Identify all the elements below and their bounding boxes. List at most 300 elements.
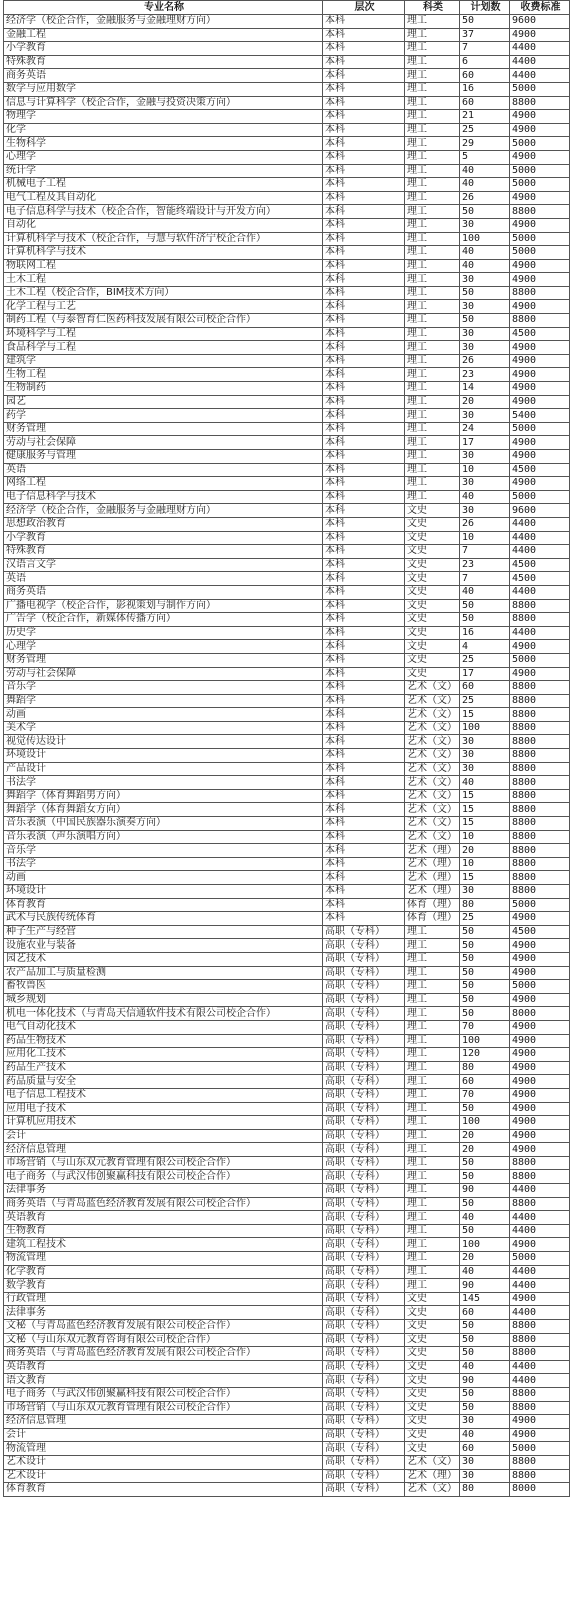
major-name-cell: 商务英语 xyxy=(4,585,323,599)
major-name-cell: 生物科学 xyxy=(4,137,323,151)
plan-count-cell: 40 xyxy=(460,164,510,178)
major-name-cell: 化学教育 xyxy=(4,1265,323,1279)
fee-cell: 4900 xyxy=(510,1292,570,1306)
level-cell: 本科 xyxy=(323,776,405,790)
major-name-cell: 网络工程 xyxy=(4,477,323,491)
category-cell: 理工 xyxy=(405,1252,460,1266)
major-name-cell: 特殊教育 xyxy=(4,545,323,559)
fee-cell: 4900 xyxy=(510,218,570,232)
major-name-cell: 计算机科学与技术（校企合作，与慧与软件济宁校企合作） xyxy=(4,232,323,246)
fee-cell: 4400 xyxy=(510,1374,570,1388)
table-row xyxy=(4,191,570,205)
major-name-cell: 计算机应用技术 xyxy=(4,1116,323,1130)
plan-count-cell: 50 xyxy=(460,1170,510,1184)
category-cell: 理工 xyxy=(405,1020,460,1034)
plan-count-cell: 25 xyxy=(460,653,510,667)
fee-cell: 5000 xyxy=(510,246,570,260)
major-name-cell: 环境科学与工程 xyxy=(4,327,323,341)
level-cell: 高职（专科） xyxy=(323,1170,405,1184)
level-cell: 本科 xyxy=(323,191,405,205)
major-name-cell: 土木工程 xyxy=(4,273,323,287)
category-cell: 文史 xyxy=(405,517,460,531)
category-cell: 艺术（理） xyxy=(405,857,460,871)
category-cell: 理工 xyxy=(405,232,460,246)
level-cell: 本科 xyxy=(323,504,405,518)
major-name-cell: 电子信息科学与技术（校企合作，智能终端设计与开发方向） xyxy=(4,205,323,219)
table-row xyxy=(4,246,570,260)
category-cell: 理工 xyxy=(405,993,460,1007)
fee-cell: 8800 xyxy=(510,871,570,885)
category-cell: 理工 xyxy=(405,1184,460,1198)
level-cell: 高职（专科） xyxy=(323,1455,405,1469)
table-row xyxy=(4,776,570,790)
category-cell: 艺术（文） xyxy=(405,708,460,722)
category-cell: 文史 xyxy=(405,1442,460,1456)
plan-count-cell: 40 xyxy=(460,776,510,790)
level-cell: 本科 xyxy=(323,273,405,287)
plan-count-cell: 50 xyxy=(460,15,510,29)
plan-count-cell: 145 xyxy=(460,1292,510,1306)
major-name-cell: 数学教育 xyxy=(4,1279,323,1293)
fee-cell: 8800 xyxy=(510,1455,570,1469)
major-name-cell: 英语 xyxy=(4,572,323,586)
level-cell: 本科 xyxy=(323,55,405,69)
category-cell: 理工 xyxy=(405,96,460,110)
major-name-cell: 设施农业与装备 xyxy=(4,939,323,953)
plan-count-cell: 10 xyxy=(460,463,510,477)
major-name-cell: 电气工程及其自动化 xyxy=(4,191,323,205)
table-row xyxy=(4,939,570,953)
category-cell: 理工 xyxy=(405,15,460,29)
fee-cell: 4900 xyxy=(510,912,570,926)
table-row xyxy=(4,871,570,885)
major-name-cell: 食品科学与工程 xyxy=(4,341,323,355)
plan-count-cell: 40 xyxy=(460,490,510,504)
category-cell: 文史 xyxy=(405,558,460,572)
plan-count-cell: 30 xyxy=(460,504,510,518)
fee-cell: 5000 xyxy=(510,1252,570,1266)
fee-cell: 5000 xyxy=(510,422,570,436)
plan-count-cell: 30 xyxy=(460,218,510,232)
fee-cell: 8800 xyxy=(510,803,570,817)
table-row xyxy=(4,1197,570,1211)
table-row xyxy=(4,1320,570,1334)
category-cell: 理工 xyxy=(405,966,460,980)
category-cell: 理工 xyxy=(405,205,460,219)
table-row xyxy=(4,110,570,124)
plan-count-cell: 30 xyxy=(460,450,510,464)
level-cell: 本科 xyxy=(323,694,405,708)
table-row xyxy=(4,925,570,939)
table-row xyxy=(4,1184,570,1198)
plan-count-cell: 17 xyxy=(460,436,510,450)
table-row xyxy=(4,952,570,966)
table-row xyxy=(4,1279,570,1293)
plan-count-cell: 30 xyxy=(460,327,510,341)
table-row xyxy=(4,912,570,926)
category-cell: 理工 xyxy=(405,259,460,273)
level-cell: 本科 xyxy=(323,599,405,613)
plan-count-cell: 26 xyxy=(460,191,510,205)
table-row xyxy=(4,1224,570,1238)
fee-cell: 8800 xyxy=(510,1170,570,1184)
category-cell: 理工 xyxy=(405,42,460,56)
level-cell: 高职（专科） xyxy=(323,1333,405,1347)
table-row xyxy=(4,1469,570,1483)
plan-count-cell: 70 xyxy=(460,1088,510,1102)
table-row xyxy=(4,599,570,613)
plan-count-cell: 16 xyxy=(460,82,510,96)
category-cell: 理工 xyxy=(405,1279,460,1293)
plan-count-cell: 30 xyxy=(460,735,510,749)
plan-count-cell: 50 xyxy=(460,1333,510,1347)
major-name-cell: 劳动与社会保障 xyxy=(4,667,323,681)
major-name-cell: 建筑工程技术 xyxy=(4,1238,323,1252)
category-cell: 艺术（理） xyxy=(405,885,460,899)
fee-cell: 4900 xyxy=(510,667,570,681)
fee-cell: 5000 xyxy=(510,164,570,178)
plan-count-cell: 14 xyxy=(460,382,510,396)
plan-count-cell: 50 xyxy=(460,925,510,939)
table-row xyxy=(4,531,570,545)
table-body xyxy=(4,15,570,1497)
major-name-cell: 药品生产技术 xyxy=(4,1061,323,1075)
level-cell: 高职（专科） xyxy=(323,1156,405,1170)
category-cell: 艺术（文） xyxy=(405,721,460,735)
category-cell: 理工 xyxy=(405,490,460,504)
level-cell: 高职（专科） xyxy=(323,939,405,953)
category-cell: 文史 xyxy=(405,1415,460,1429)
plan-count-cell: 25 xyxy=(460,912,510,926)
plan-count-cell: 30 xyxy=(460,409,510,423)
major-name-cell: 商务英语 xyxy=(4,69,323,83)
major-name-cell: 舞蹈学（体育舞蹈女方向） xyxy=(4,803,323,817)
plan-count-cell: 15 xyxy=(460,871,510,885)
major-name-cell: 音乐表演（声乐演唱方向） xyxy=(4,830,323,844)
level-cell: 高职（专科） xyxy=(323,1075,405,1089)
plan-count-cell: 6 xyxy=(460,55,510,69)
major-name-cell: 劳动与社会保障 xyxy=(4,436,323,450)
major-name-cell: 畜牧兽医 xyxy=(4,980,323,994)
table-row xyxy=(4,450,570,464)
plan-count-cell: 100 xyxy=(460,232,510,246)
plan-count-cell: 10 xyxy=(460,531,510,545)
plan-count-cell: 90 xyxy=(460,1184,510,1198)
major-name-cell: 书法学 xyxy=(4,776,323,790)
fee-cell: 5000 xyxy=(510,653,570,667)
category-cell: 理工 xyxy=(405,422,460,436)
fee-cell: 8800 xyxy=(510,708,570,722)
category-cell: 文史 xyxy=(405,1333,460,1347)
category-cell: 艺术（理） xyxy=(405,1469,460,1483)
plan-count-cell: 50 xyxy=(460,939,510,953)
plan-count-cell: 70 xyxy=(460,1020,510,1034)
plan-count-cell: 60 xyxy=(460,1442,510,1456)
fee-cell: 8800 xyxy=(510,1333,570,1347)
plan-count-cell: 40 xyxy=(460,246,510,260)
major-name-cell: 美术学 xyxy=(4,721,323,735)
header-level: 层次 xyxy=(323,1,405,15)
plan-count-cell: 50 xyxy=(460,1007,510,1021)
category-cell: 理工 xyxy=(405,82,460,96)
plan-count-cell: 15 xyxy=(460,817,510,831)
category-cell: 理工 xyxy=(405,178,460,192)
category-cell: 文史 xyxy=(405,1401,460,1415)
category-cell: 艺术（文） xyxy=(405,830,460,844)
table-row xyxy=(4,980,570,994)
fee-cell: 8800 xyxy=(510,830,570,844)
major-name-cell: 商务英语（与青岛蓝色经济教育发展有限公司校企合作） xyxy=(4,1347,323,1361)
plan-count-cell: 60 xyxy=(460,1306,510,1320)
table-row xyxy=(4,1442,570,1456)
category-cell: 文史 xyxy=(405,1292,460,1306)
fee-cell: 4400 xyxy=(510,55,570,69)
plan-count-cell: 7 xyxy=(460,545,510,559)
fee-cell: 8800 xyxy=(510,885,570,899)
plan-count-cell: 15 xyxy=(460,708,510,722)
table-row xyxy=(4,1143,570,1157)
category-cell: 理工 xyxy=(405,1129,460,1143)
category-cell: 文史 xyxy=(405,531,460,545)
category-cell: 理工 xyxy=(405,1007,460,1021)
table-row xyxy=(4,735,570,749)
level-cell: 高职（专科） xyxy=(323,1483,405,1497)
major-name-cell: 小学教育 xyxy=(4,42,323,56)
category-cell: 艺术（文） xyxy=(405,776,460,790)
table-row xyxy=(4,42,570,56)
level-cell: 高职（专科） xyxy=(323,966,405,980)
plan-count-cell: 24 xyxy=(460,422,510,436)
major-name-cell: 产品设计 xyxy=(4,762,323,776)
fee-cell: 9600 xyxy=(510,15,570,29)
category-cell: 理工 xyxy=(405,1088,460,1102)
plan-count-cell: 50 xyxy=(460,1197,510,1211)
fee-cell: 4500 xyxy=(510,463,570,477)
level-cell: 本科 xyxy=(323,341,405,355)
table-row xyxy=(4,477,570,491)
major-name-cell: 化学 xyxy=(4,123,323,137)
table-row xyxy=(4,354,570,368)
major-name-cell: 机电一体化技术（与青岛天信通软件技术有限公司校企合作） xyxy=(4,1007,323,1021)
fee-cell: 4400 xyxy=(510,517,570,531)
table-row xyxy=(4,667,570,681)
table-row xyxy=(4,1401,570,1415)
level-cell: 高职（专科） xyxy=(323,1020,405,1034)
table-row xyxy=(4,1483,570,1497)
table-row xyxy=(4,517,570,531)
major-name-cell: 英语 xyxy=(4,463,323,477)
plan-count-cell: 7 xyxy=(460,572,510,586)
plan-count-cell: 20 xyxy=(460,1143,510,1157)
header-major-name: 专业名称 xyxy=(4,1,323,15)
major-name-cell: 化学工程与工艺 xyxy=(4,300,323,314)
major-name-cell: 经济信息管理 xyxy=(4,1143,323,1157)
table-row xyxy=(4,694,570,708)
level-cell: 本科 xyxy=(323,613,405,627)
major-name-cell: 电子商务（与武汉伟创聚赢科技有限公司校企合作） xyxy=(4,1387,323,1401)
table-row xyxy=(4,1306,570,1320)
level-cell: 本科 xyxy=(323,545,405,559)
fee-cell: 4900 xyxy=(510,952,570,966)
category-cell: 理工 xyxy=(405,925,460,939)
fee-cell: 5000 xyxy=(510,490,570,504)
category-cell: 文史 xyxy=(405,1387,460,1401)
table-row xyxy=(4,1034,570,1048)
major-name-cell: 财务管理 xyxy=(4,653,323,667)
plan-count-cell: 30 xyxy=(460,341,510,355)
fee-cell: 4900 xyxy=(510,273,570,287)
level-cell: 本科 xyxy=(323,653,405,667)
plan-count-cell: 10 xyxy=(460,830,510,844)
level-cell: 本科 xyxy=(323,110,405,124)
category-cell: 艺术（文） xyxy=(405,735,460,749)
category-cell: 文史 xyxy=(405,1347,460,1361)
category-cell: 理工 xyxy=(405,150,460,164)
level-cell: 本科 xyxy=(323,259,405,273)
level-cell: 高职（专科） xyxy=(323,1238,405,1252)
level-cell: 本科 xyxy=(323,898,405,912)
major-name-cell: 城乡规划 xyxy=(4,993,323,1007)
enrollment-plan-table xyxy=(3,0,570,1497)
fee-cell: 4400 xyxy=(510,1184,570,1198)
table-row xyxy=(4,1075,570,1089)
plan-count-cell: 50 xyxy=(460,1347,510,1361)
plan-count-cell: 50 xyxy=(460,952,510,966)
table-row xyxy=(4,341,570,355)
table-row xyxy=(4,681,570,695)
major-name-cell: 广播电视学（校企合作，影视策划与制作方向） xyxy=(4,599,323,613)
table-row xyxy=(4,1455,570,1469)
table-row xyxy=(4,286,570,300)
category-cell: 理工 xyxy=(405,28,460,42)
level-cell: 高职（专科） xyxy=(323,1143,405,1157)
fee-cell: 9600 xyxy=(510,504,570,518)
category-cell: 理工 xyxy=(405,273,460,287)
major-name-cell: 建筑学 xyxy=(4,354,323,368)
table-row xyxy=(4,137,570,151)
fee-cell: 4500 xyxy=(510,327,570,341)
table-row xyxy=(4,409,570,423)
level-cell: 本科 xyxy=(323,137,405,151)
fee-cell: 4400 xyxy=(510,1224,570,1238)
table-row xyxy=(4,15,570,29)
plan-count-cell: 50 xyxy=(460,966,510,980)
plan-count-cell: 10 xyxy=(460,857,510,871)
fee-cell: 4900 xyxy=(510,640,570,654)
level-cell: 本科 xyxy=(323,585,405,599)
category-cell: 理工 xyxy=(405,300,460,314)
fee-cell: 4900 xyxy=(510,1428,570,1442)
category-cell: 文史 xyxy=(405,1320,460,1334)
category-cell: 理工 xyxy=(405,1156,460,1170)
category-cell: 理工 xyxy=(405,1265,460,1279)
fee-cell: 4500 xyxy=(510,925,570,939)
category-cell: 艺术（文） xyxy=(405,789,460,803)
category-cell: 文史 xyxy=(405,667,460,681)
major-name-cell: 金融工程 xyxy=(4,28,323,42)
fee-cell: 4400 xyxy=(510,626,570,640)
level-cell: 本科 xyxy=(323,246,405,260)
plan-count-cell: 40 xyxy=(460,1428,510,1442)
table-row xyxy=(4,1360,570,1374)
major-name-cell: 药品生物技术 xyxy=(4,1034,323,1048)
fee-cell: 4900 xyxy=(510,939,570,953)
level-cell: 本科 xyxy=(323,531,405,545)
table-row xyxy=(4,1374,570,1388)
category-cell: 文史 xyxy=(405,585,460,599)
major-name-cell: 法律事务 xyxy=(4,1306,323,1320)
level-cell: 高职（专科） xyxy=(323,1415,405,1429)
fee-cell: 4900 xyxy=(510,1048,570,1062)
plan-count-cell: 15 xyxy=(460,789,510,803)
fee-cell: 8800 xyxy=(510,1156,570,1170)
plan-count-cell: 25 xyxy=(460,123,510,137)
plan-count-cell: 60 xyxy=(460,1075,510,1089)
fee-cell: 5000 xyxy=(510,980,570,994)
major-name-cell: 动画 xyxy=(4,708,323,722)
plan-count-cell: 50 xyxy=(460,1224,510,1238)
category-cell: 理工 xyxy=(405,1238,460,1252)
category-cell: 理工 xyxy=(405,137,460,151)
major-name-cell: 电气自动化技术 xyxy=(4,1020,323,1034)
table-row xyxy=(4,82,570,96)
category-cell: 理工 xyxy=(405,314,460,328)
fee-cell: 4400 xyxy=(510,1360,570,1374)
level-cell: 本科 xyxy=(323,844,405,858)
fee-cell: 4900 xyxy=(510,436,570,450)
plan-count-cell: 50 xyxy=(460,993,510,1007)
category-cell: 理工 xyxy=(405,354,460,368)
table-row xyxy=(4,844,570,858)
category-cell: 文史 xyxy=(405,613,460,627)
category-cell: 理工 xyxy=(405,1061,460,1075)
level-cell: 本科 xyxy=(323,558,405,572)
fee-cell: 4400 xyxy=(510,1265,570,1279)
category-cell: 理工 xyxy=(405,1034,460,1048)
table-row xyxy=(4,1265,570,1279)
fee-cell: 4400 xyxy=(510,69,570,83)
plan-count-cell: 20 xyxy=(460,395,510,409)
fee-cell: 4900 xyxy=(510,300,570,314)
plan-count-cell: 30 xyxy=(460,762,510,776)
major-name-cell: 汉语言文学 xyxy=(4,558,323,572)
fee-cell: 4400 xyxy=(510,42,570,56)
level-cell: 高职（专科） xyxy=(323,1306,405,1320)
plan-count-cell: 40 xyxy=(460,1360,510,1374)
category-cell: 理工 xyxy=(405,1048,460,1062)
level-cell: 高职（专科） xyxy=(323,1061,405,1075)
level-cell: 本科 xyxy=(323,422,405,436)
fee-cell: 4900 xyxy=(510,150,570,164)
level-cell: 本科 xyxy=(323,640,405,654)
level-cell: 本科 xyxy=(323,327,405,341)
level-cell: 本科 xyxy=(323,735,405,749)
plan-count-cell: 40 xyxy=(460,1211,510,1225)
level-cell: 本科 xyxy=(323,871,405,885)
fee-cell: 4900 xyxy=(510,1116,570,1130)
plan-count-cell: 30 xyxy=(460,300,510,314)
major-name-cell: 生物制药 xyxy=(4,382,323,396)
table-row xyxy=(4,218,570,232)
fee-cell: 4900 xyxy=(510,1075,570,1089)
level-cell: 高职（专科） xyxy=(323,1197,405,1211)
category-cell: 理工 xyxy=(405,1197,460,1211)
fee-cell: 8800 xyxy=(510,681,570,695)
major-name-cell: 应用电子技术 xyxy=(4,1102,323,1116)
plan-count-cell: 30 xyxy=(460,1469,510,1483)
table-row xyxy=(4,123,570,137)
table-row xyxy=(4,789,570,803)
